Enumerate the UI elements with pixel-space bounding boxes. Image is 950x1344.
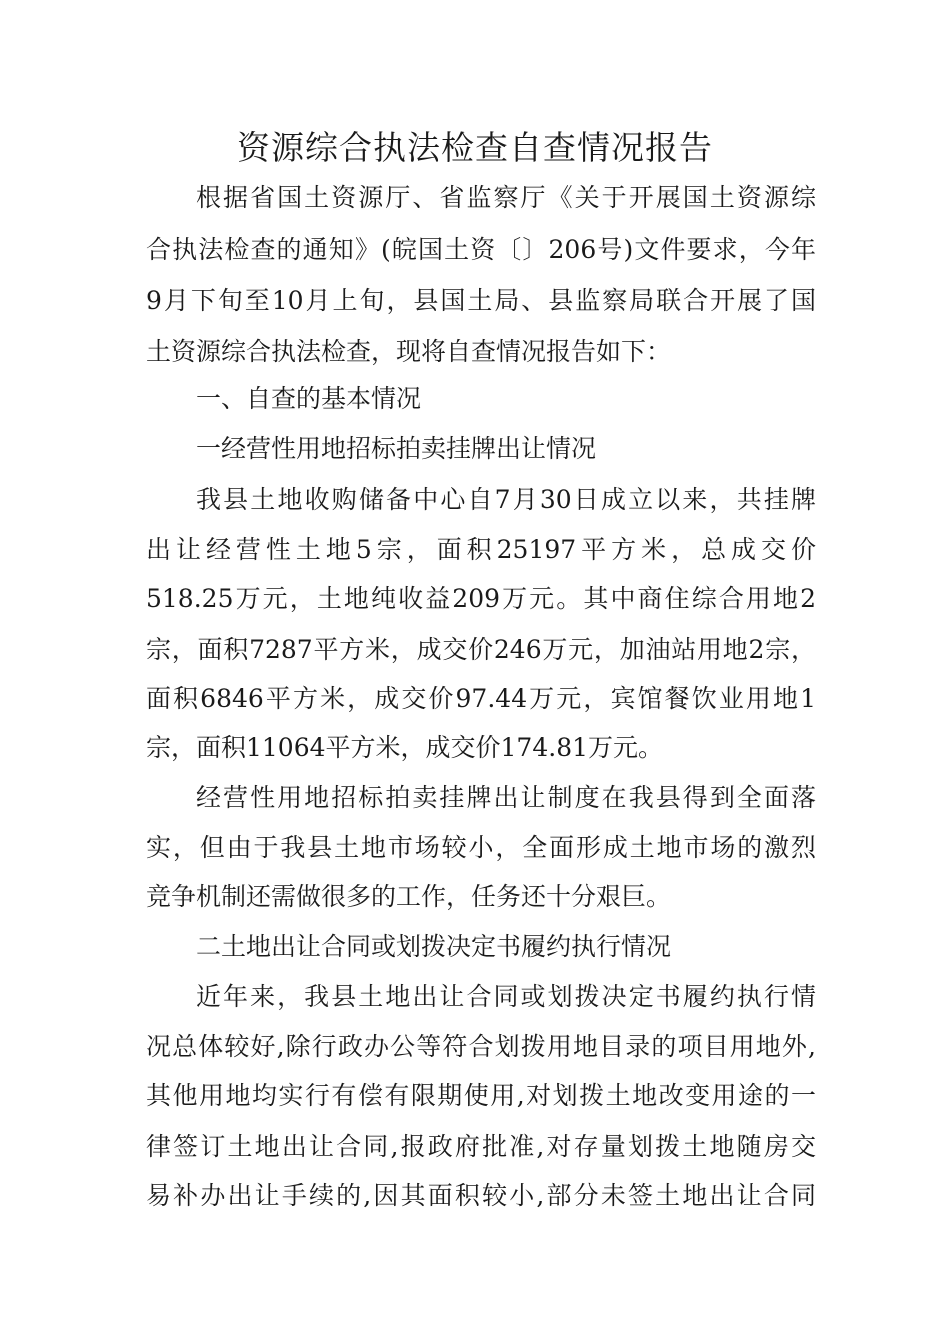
text-line: 其他用地均实行有偿有限期使用,对划拨土地改变用途的一 [146, 1081, 816, 1110]
text-line: 根据省国土资源厅、省监察厅《关于开展国土资源综 [196, 183, 816, 212]
text-line: 面积6846平方米，成交价97.44万元，宾馆餐饮业用地1 [146, 684, 816, 713]
text-line: 9月下旬至10月上旬，县国土局、县监察局联合开展了国 [146, 286, 816, 315]
text-line: 况总体较好,除行政办公等符合划拨用地目录的项目用地外, [146, 1032, 816, 1061]
subsection-heading: 二土地出让合同或划拨决定书履约执行情况 [196, 932, 672, 961]
text-line: 宗，面积11064平方米，成交价174.81万元。 [146, 733, 664, 762]
section-heading: 一、自查的基本情况 [196, 384, 422, 413]
text-line: 易补办出让手续的,因其面积较小,部分未签土地出让合同 [146, 1181, 816, 1210]
subsection-heading: 一经营性用地招标拍卖挂牌出让情况 [196, 434, 597, 463]
text-line: 土资源综合执法检查，现将自查情况报告如下： [146, 337, 672, 366]
text-line: 合执法检查的通知》(皖国土资〔〕206号)文件要求，今年 [146, 235, 816, 264]
text-line: 518.25万元，土地纯收益209万元。其中商住综合用地2 [146, 584, 816, 613]
text-line: 律签订土地出让合同,报政府批准,对存量划拨土地随房交 [146, 1132, 816, 1161]
text-line: 出让经营性土地5宗，面积25197平方米，总成交价 [146, 535, 816, 564]
text-line: 近年来，我县土地出让合同或划拨决定书履约执行情 [196, 982, 816, 1011]
text-line: 经营性用地招标拍卖挂牌出让制度在我县得到全面落 [196, 783, 816, 812]
text-line: 我县土地收购储备中心自7月30日成立以来，共挂牌 [196, 485, 816, 514]
text-line: 竞争机制还需做很多的工作，任务还十分艰巨。 [146, 882, 672, 911]
document-title: 资源综合执法检查自查情况报告 [237, 128, 713, 167]
text-line: 宗，面积7287平方米，成交价246万元，加油站用地2宗， [146, 635, 816, 664]
text-line: 实，但由于我县土地市场较小，全面形成土地市场的激烈 [146, 833, 816, 862]
